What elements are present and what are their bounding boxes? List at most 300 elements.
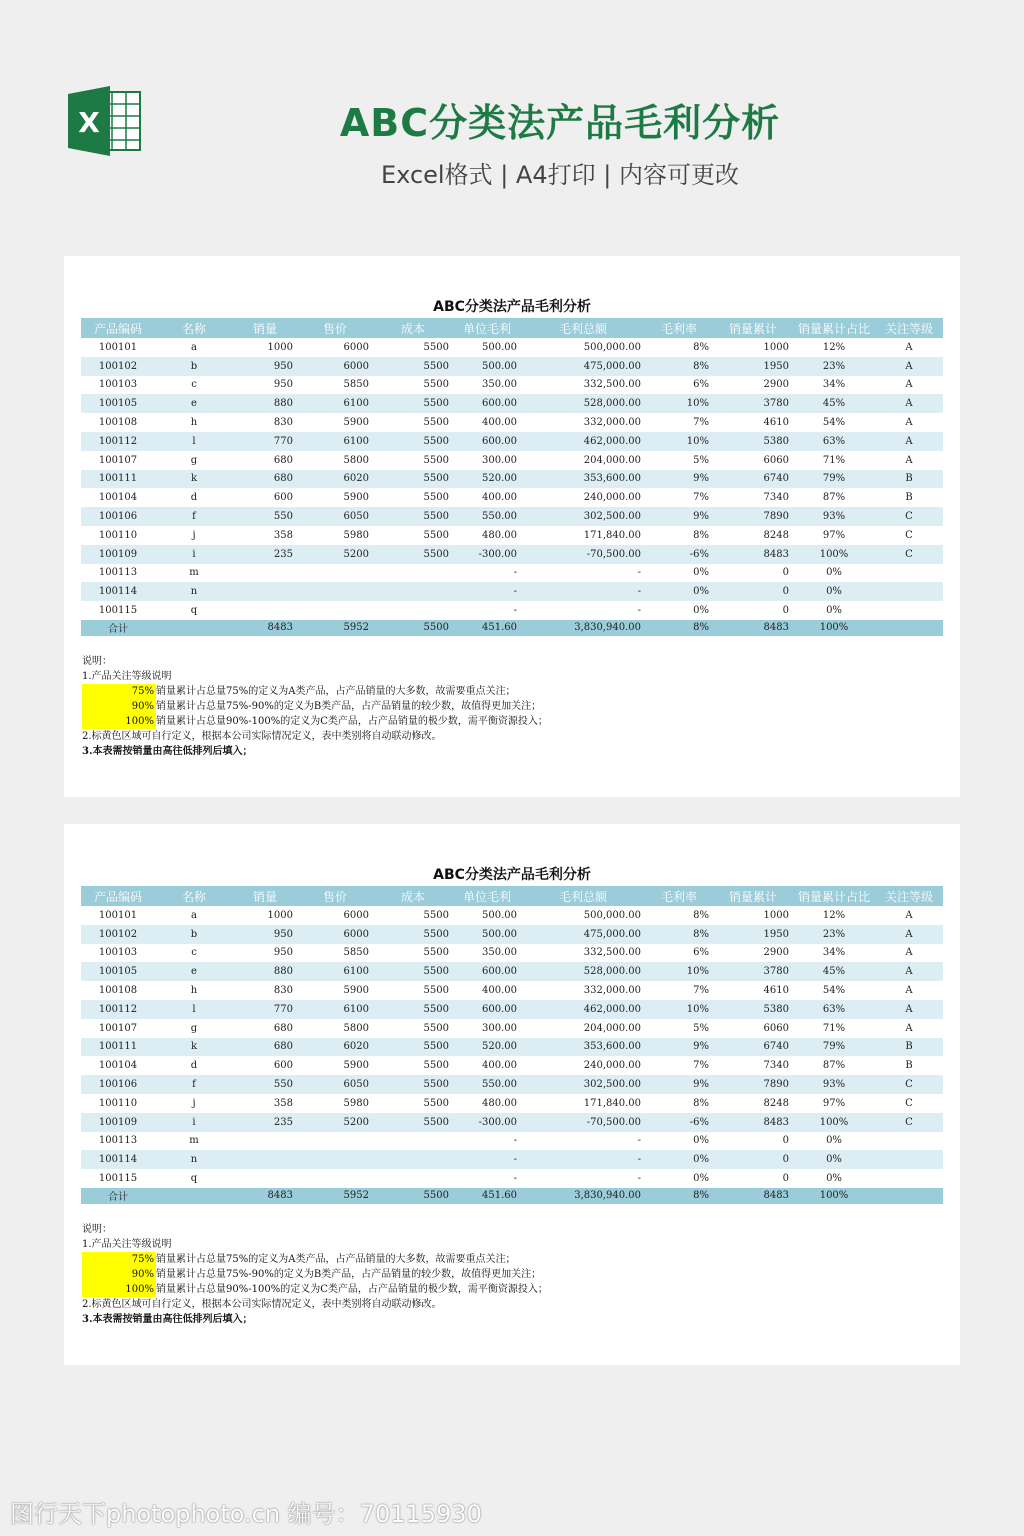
table-cell[interactable]: 353,600.00 <box>521 470 645 489</box>
table-cell[interactable] <box>297 564 373 583</box>
table-cell[interactable]: 5500 <box>423 492 449 504</box>
table-cell[interactable]: 8% <box>645 925 713 944</box>
table-cell[interactable]: a <box>191 909 197 921</box>
table-cell[interactable]: 100103 <box>98 379 138 391</box>
table-cell[interactable] <box>233 1132 297 1151</box>
table-cell[interactable]: 480.00 <box>482 529 517 541</box>
table-cell[interactable]: 550.00 <box>453 1075 521 1094</box>
table-cell[interactable]: 100105 <box>81 394 155 413</box>
table-cell[interactable]: 600.00 <box>453 962 521 981</box>
table-cell[interactable]: - <box>637 605 641 617</box>
table-cell[interactable]: 4610 <box>763 985 789 997</box>
table-cell[interactable]: 12% <box>822 341 846 353</box>
table-cell[interactable] <box>297 1150 373 1169</box>
table-cell[interactable]: B <box>905 1060 913 1072</box>
table-cell[interactable]: B <box>875 1038 943 1057</box>
table-cell[interactable] <box>233 582 297 601</box>
level-c-threshold[interactable]: 100% <box>82 714 156 729</box>
table-cell[interactable]: 7% <box>693 985 709 997</box>
table-cell[interactable]: - <box>637 1135 641 1147</box>
table-cell[interactable]: 550 <box>233 1075 297 1094</box>
table-cell[interactable]: 240,000.00 <box>583 1060 641 1072</box>
table-cell[interactable]: 100106 <box>81 507 155 526</box>
table-cell[interactable]: i <box>155 1113 233 1132</box>
table-cell[interactable]: 5900 <box>343 417 369 429</box>
table-cell[interactable]: 79% <box>793 1038 875 1057</box>
table-cell[interactable]: 6020 <box>297 470 373 489</box>
table-cell[interactable]: 600 <box>273 492 293 504</box>
table-cell[interactable]: A <box>875 1000 943 1019</box>
table-cell[interactable]: 880 <box>233 962 297 981</box>
table-cell[interactable]: - <box>513 1173 517 1185</box>
table-cell[interactable]: 302,500.00 <box>521 507 645 526</box>
table-cell[interactable]: - <box>521 582 645 601</box>
table-cell[interactable]: 5980 <box>343 1097 369 1109</box>
table-cell[interactable]: 400.00 <box>482 985 517 997</box>
table-cell[interactable]: 100104 <box>98 1060 138 1072</box>
table-cell[interactable] <box>297 1132 373 1151</box>
table-cell[interactable]: 462,000.00 <box>521 1000 645 1019</box>
table-cell[interactable]: 830 <box>273 985 293 997</box>
table-cell[interactable]: C <box>905 529 913 541</box>
table-cell[interactable]: 6740 <box>713 1038 793 1057</box>
table-cell[interactable]: m <box>189 567 199 579</box>
table-cell[interactable]: 5500 <box>423 1060 449 1072</box>
table-cell[interactable]: 500,000.00 <box>583 341 641 353</box>
table-cell[interactable]: 3780 <box>713 394 793 413</box>
table-cell[interactable]: 5200 <box>297 1113 373 1132</box>
table-cell[interactable]: A <box>905 454 913 466</box>
table-cell[interactable] <box>297 1169 373 1188</box>
table-cell[interactable]: 71% <box>822 454 846 466</box>
table-cell[interactable]: 235 <box>233 1113 297 1132</box>
table-cell[interactable]: A <box>905 947 913 959</box>
table-cell[interactable]: 500.00 <box>482 341 517 353</box>
table-cell[interactable]: 332,500.00 <box>583 379 641 391</box>
table-cell[interactable]: c <box>191 947 197 959</box>
table-cell[interactable]: 0 <box>782 605 789 617</box>
table-cell[interactable]: 171,840.00 <box>583 1097 641 1109</box>
table-cell[interactable]: 9% <box>645 507 713 526</box>
table-cell[interactable]: 353,600.00 <box>521 1038 645 1057</box>
table-cell[interactable]: 5500 <box>373 357 453 376</box>
table-cell[interactable]: 63% <box>793 1000 875 1019</box>
table-cell[interactable]: A <box>905 1022 913 1034</box>
table-cell[interactable]: 5500 <box>373 1038 453 1057</box>
table-cell[interactable] <box>373 1132 453 1151</box>
table-cell[interactable] <box>233 601 297 620</box>
table-cell[interactable]: 12% <box>822 909 846 921</box>
table-cell[interactable]: 7% <box>693 1060 709 1072</box>
table-cell[interactable]: 1000 <box>267 909 293 921</box>
table-cell[interactable]: 5980 <box>343 529 369 541</box>
table-cell[interactable]: - <box>453 582 521 601</box>
table-cell[interactable]: 830 <box>273 417 293 429</box>
table-cell[interactable]: 171,840.00 <box>583 529 641 541</box>
table-cell[interactable]: A <box>905 417 913 429</box>
table-cell[interactable]: 100112 <box>81 1000 155 1019</box>
table-cell[interactable]: 8% <box>693 529 709 541</box>
table-cell[interactable]: 5500 <box>373 432 453 451</box>
table-cell[interactable]: 0 <box>782 1173 789 1185</box>
table-cell[interactable]: 204,000.00 <box>583 454 641 466</box>
table-cell[interactable]: 5500 <box>373 1113 453 1132</box>
table-cell[interactable]: 770 <box>233 1000 297 1019</box>
table-cell[interactable]: -300.00 <box>453 1113 521 1132</box>
table-cell[interactable]: 100112 <box>81 432 155 451</box>
table-cell[interactable]: j <box>192 1097 196 1109</box>
level-b-threshold[interactable]: 90% <box>82 699 156 714</box>
table-cell[interactable]: 8248 <box>763 529 789 541</box>
table-cell[interactable]: 600.00 <box>453 432 521 451</box>
table-cell[interactable]: 5380 <box>713 1000 793 1019</box>
table-cell[interactable]: 71% <box>822 1022 846 1034</box>
table-cell[interactable]: 100106 <box>81 1075 155 1094</box>
table-cell[interactable]: 100107 <box>98 454 138 466</box>
table-cell[interactable]: 5500 <box>423 947 449 959</box>
table-cell[interactable]: 5500 <box>373 470 453 489</box>
table-cell[interactable]: 6000 <box>343 341 369 353</box>
table-cell[interactable]: 100114 <box>81 582 155 601</box>
table-cell[interactable]: 480.00 <box>482 1097 517 1109</box>
table-cell[interactable] <box>373 582 453 601</box>
table-cell[interactable]: 950 <box>233 357 297 376</box>
table-cell[interactable]: 10% <box>645 432 713 451</box>
table-cell[interactable]: l <box>155 432 233 451</box>
table-cell[interactable]: 5850 <box>343 379 369 391</box>
table-cell[interactable]: 0% <box>645 582 713 601</box>
table-cell[interactable]: 8% <box>693 909 709 921</box>
table-cell[interactable]: h <box>190 417 198 429</box>
table-cell[interactable]: A <box>905 909 913 921</box>
table-cell[interactable]: 8% <box>693 1097 709 1109</box>
table-cell[interactable]: 100110 <box>98 1097 138 1109</box>
table-cell[interactable]: B <box>905 492 913 504</box>
table-cell[interactable] <box>373 1150 453 1169</box>
table-cell[interactable]: 475,000.00 <box>521 357 645 376</box>
table-cell[interactable]: 87% <box>822 1060 846 1072</box>
table-cell[interactable]: 4610 <box>763 417 789 429</box>
table-cell[interactable] <box>373 1169 453 1188</box>
table-cell[interactable]: 6050 <box>297 507 373 526</box>
table-cell[interactable]: 100111 <box>81 1038 155 1057</box>
table-cell[interactable] <box>297 582 373 601</box>
table-cell[interactable]: - <box>637 1173 641 1185</box>
table-cell[interactable]: 54% <box>822 985 846 997</box>
table-cell[interactable]: 6100 <box>297 962 373 981</box>
table-cell[interactable] <box>233 1150 297 1169</box>
table-cell[interactable]: 680 <box>233 1038 297 1057</box>
table-cell[interactable]: 528,000.00 <box>521 394 645 413</box>
table-cell[interactable] <box>875 601 943 620</box>
table-cell[interactable]: 100101 <box>98 341 138 353</box>
table-cell[interactable]: 45% <box>793 394 875 413</box>
table-cell[interactable]: 1000 <box>267 341 293 353</box>
table-cell[interactable]: 0 <box>713 1150 793 1169</box>
table-cell[interactable]: 6100 <box>297 1000 373 1019</box>
table-cell[interactable]: 0 <box>782 567 789 579</box>
table-cell[interactable]: A <box>875 962 943 981</box>
table-cell[interactable]: 5500 <box>423 417 449 429</box>
table-cell[interactable]: 5500 <box>423 529 449 541</box>
table-cell[interactable]: 550.00 <box>453 507 521 526</box>
table-cell[interactable]: 520.00 <box>453 470 521 489</box>
table-cell[interactable]: 5500 <box>423 379 449 391</box>
table-cell[interactable]: q <box>190 605 198 617</box>
table-cell[interactable]: 23% <box>793 357 875 376</box>
table-cell[interactable] <box>875 1169 943 1188</box>
table-cell[interactable]: 54% <box>822 417 846 429</box>
table-cell[interactable]: 6020 <box>297 1038 373 1057</box>
table-cell[interactable]: - <box>637 567 641 579</box>
table-cell[interactable]: 358 <box>273 529 293 541</box>
table-cell[interactable] <box>233 1169 297 1188</box>
table-cell[interactable]: 0% <box>693 1135 709 1147</box>
table-cell[interactable]: 5% <box>693 454 709 466</box>
table-cell[interactable]: A <box>905 985 913 997</box>
table-cell[interactable]: 300.00 <box>482 1022 517 1034</box>
table-cell[interactable]: 5500 <box>373 962 453 981</box>
table-cell[interactable]: 100107 <box>98 1022 138 1034</box>
table-cell[interactable]: 528,000.00 <box>521 962 645 981</box>
table-cell[interactable]: - <box>521 1150 645 1169</box>
table-cell[interactable]: 350.00 <box>482 379 517 391</box>
table-cell[interactable]: d <box>190 492 198 504</box>
table-cell[interactable]: 5500 <box>373 1000 453 1019</box>
table-cell[interactable]: e <box>155 394 233 413</box>
table-cell[interactable]: 100115 <box>98 1173 138 1185</box>
table-cell[interactable]: 100101 <box>98 909 138 921</box>
table-cell[interactable]: 100115 <box>98 605 138 617</box>
level-b-threshold[interactable]: 90% <box>82 1267 156 1282</box>
table-cell[interactable]: 600.00 <box>453 394 521 413</box>
table-cell[interactable]: - <box>513 1135 517 1147</box>
table-cell[interactable]: -6% <box>645 545 713 564</box>
table-cell[interactable]: 520.00 <box>453 1038 521 1057</box>
table-cell[interactable]: 100% <box>793 1113 875 1132</box>
table-cell[interactable]: 240,000.00 <box>583 492 641 504</box>
table-cell[interactable]: 0% <box>693 1173 709 1185</box>
table-cell[interactable]: C <box>875 1075 943 1094</box>
table-cell[interactable]: 8483 <box>713 545 793 564</box>
table-cell[interactable]: l <box>155 1000 233 1019</box>
table-cell[interactable]: 5800 <box>343 1022 369 1034</box>
table-cell[interactable]: 5500 <box>423 909 449 921</box>
table-cell[interactable]: 204,000.00 <box>583 1022 641 1034</box>
table-cell[interactable]: 10% <box>645 1000 713 1019</box>
table-cell[interactable]: 300.00 <box>482 454 517 466</box>
table-cell[interactable]: A <box>875 394 943 413</box>
table-cell[interactable]: 332,000.00 <box>583 985 641 997</box>
table-cell[interactable]: 302,500.00 <box>521 1075 645 1094</box>
table-cell[interactable]: 97% <box>822 1097 846 1109</box>
table-cell[interactable]: 5500 <box>423 1022 449 1034</box>
table-cell[interactable]: 400.00 <box>482 417 517 429</box>
table-cell[interactable]: 9% <box>645 1075 713 1094</box>
table-cell[interactable]: - <box>513 605 517 617</box>
table-cell[interactable]: A <box>905 379 913 391</box>
table-cell[interactable]: 0% <box>826 1135 842 1147</box>
table-cell[interactable]: 475,000.00 <box>521 925 645 944</box>
table-cell[interactable]: 7890 <box>713 1075 793 1094</box>
table-cell[interactable]: 5900 <box>343 985 369 997</box>
table-cell[interactable]: 100110 <box>98 529 138 541</box>
table-cell[interactable]: 0 <box>782 1135 789 1147</box>
table-cell[interactable]: 6060 <box>763 1022 789 1034</box>
table-cell[interactable]: 0% <box>693 605 709 617</box>
table-cell[interactable]: 93% <box>793 1075 875 1094</box>
table-cell[interactable]: 23% <box>793 925 875 944</box>
table-cell[interactable]: i <box>155 545 233 564</box>
table-cell[interactable]: e <box>155 962 233 981</box>
table-cell[interactable]: 5500 <box>373 507 453 526</box>
table-cell[interactable]: 6740 <box>713 470 793 489</box>
table-cell[interactable]: 950 <box>273 947 293 959</box>
table-cell[interactable]: 8% <box>693 341 709 353</box>
table-cell[interactable]: C <box>875 507 943 526</box>
table-cell[interactable]: 63% <box>793 432 875 451</box>
table-cell[interactable]: A <box>875 432 943 451</box>
table-cell[interactable]: 7% <box>693 417 709 429</box>
table-cell[interactable]: 2900 <box>763 379 789 391</box>
table-cell[interactable]: 6060 <box>763 454 789 466</box>
table-cell[interactable]: d <box>190 1060 198 1072</box>
level-a-threshold[interactable]: 75% <box>82 1252 156 1267</box>
table-cell[interactable]: 9% <box>645 1038 713 1057</box>
table-cell[interactable]: 500.00 <box>482 909 517 921</box>
table-cell[interactable] <box>297 601 373 620</box>
table-cell[interactable]: j <box>192 529 196 541</box>
table-cell[interactable]: B <box>875 470 943 489</box>
table-cell[interactable]: 8248 <box>763 1097 789 1109</box>
table-cell[interactable] <box>875 1132 943 1151</box>
table-cell[interactable]: -300.00 <box>453 545 521 564</box>
table-cell[interactable]: b <box>155 925 233 944</box>
table-cell[interactable]: 770 <box>233 432 297 451</box>
table-cell[interactable]: 6100 <box>297 432 373 451</box>
table-cell[interactable]: 680 <box>273 1022 293 1034</box>
table-cell[interactable]: 5500 <box>423 1097 449 1109</box>
level-a-threshold[interactable]: 75% <box>82 684 156 699</box>
table-cell[interactable]: -70,500.00 <box>521 1113 645 1132</box>
table-cell[interactable]: 8% <box>645 357 713 376</box>
table-cell[interactable]: 5500 <box>423 341 449 353</box>
table-cell[interactable]: 0% <box>793 582 875 601</box>
table-cell[interactable]: 1950 <box>713 925 793 944</box>
table-cell[interactable]: n <box>155 1150 233 1169</box>
table-cell[interactable]: 600.00 <box>453 1000 521 1019</box>
table-cell[interactable]: q <box>190 1173 198 1185</box>
table-cell[interactable]: g <box>190 454 198 466</box>
table-cell[interactable]: 34% <box>822 379 846 391</box>
table-cell[interactable]: C <box>875 545 943 564</box>
table-cell[interactable]: 462,000.00 <box>521 432 645 451</box>
table-cell[interactable]: 500.00 <box>453 925 521 944</box>
table-cell[interactable]: A <box>905 341 913 353</box>
table-cell[interactable]: 100104 <box>98 492 138 504</box>
table-cell[interactable]: f <box>155 507 233 526</box>
table-cell[interactable]: 6050 <box>297 1075 373 1094</box>
table-cell[interactable]: 79% <box>793 470 875 489</box>
table-cell[interactable]: 100109 <box>81 1113 155 1132</box>
table-cell[interactable]: b <box>155 357 233 376</box>
table-cell[interactable] <box>875 1150 943 1169</box>
table-cell[interactable]: a <box>191 341 197 353</box>
table-cell[interactable]: 332,500.00 <box>583 947 641 959</box>
table-cell[interactable]: 0% <box>826 567 842 579</box>
table-cell[interactable]: 6100 <box>297 394 373 413</box>
table-cell[interactable]: k <box>155 470 233 489</box>
table-cell[interactable]: -6% <box>645 1113 713 1132</box>
table-cell[interactable]: 5500 <box>373 925 453 944</box>
table-cell[interactable]: 7340 <box>763 1060 789 1072</box>
table-cell[interactable] <box>373 601 453 620</box>
table-cell[interactable]: 0% <box>645 1150 713 1169</box>
table-cell[interactable]: 100% <box>793 545 875 564</box>
table-cell[interactable]: 5800 <box>343 454 369 466</box>
table-cell[interactable]: 5850 <box>343 947 369 959</box>
table-cell[interactable]: A <box>875 357 943 376</box>
table-cell[interactable]: 34% <box>822 947 846 959</box>
table-cell[interactable]: f <box>155 1075 233 1094</box>
table-cell[interactable]: 5200 <box>297 545 373 564</box>
table-cell[interactable]: 100114 <box>81 1150 155 1169</box>
table-cell[interactable]: 0% <box>793 1150 875 1169</box>
table-cell[interactable]: 6000 <box>343 909 369 921</box>
table-cell[interactable]: 5500 <box>423 454 449 466</box>
table-cell[interactable]: 100105 <box>81 962 155 981</box>
table-cell[interactable]: - <box>513 567 517 579</box>
table-cell[interactable]: 5900 <box>343 492 369 504</box>
table-cell[interactable]: 6% <box>693 947 709 959</box>
table-cell[interactable]: c <box>191 379 197 391</box>
table-cell[interactable]: 7340 <box>763 492 789 504</box>
table-cell[interactable]: 7890 <box>713 507 793 526</box>
table-cell[interactable]: 97% <box>822 529 846 541</box>
table-cell[interactable] <box>875 564 943 583</box>
table-cell[interactable]: 950 <box>273 379 293 391</box>
table-cell[interactable]: 100102 <box>81 357 155 376</box>
table-cell[interactable] <box>875 582 943 601</box>
level-c-threshold[interactable]: 100% <box>82 1282 156 1297</box>
table-cell[interactable]: 5500 <box>423 985 449 997</box>
table-cell[interactable]: 100108 <box>98 417 138 429</box>
table-cell[interactable]: 400.00 <box>482 492 517 504</box>
table-cell[interactable]: 350.00 <box>482 947 517 959</box>
table-cell[interactable]: 400.00 <box>482 1060 517 1072</box>
table-cell[interactable]: 6% <box>693 379 709 391</box>
table-cell[interactable]: 0 <box>713 582 793 601</box>
table-cell[interactable]: 10% <box>645 394 713 413</box>
table-cell[interactable]: -70,500.00 <box>521 545 645 564</box>
table-cell[interactable]: 0% <box>693 567 709 579</box>
table-cell[interactable]: 1000 <box>763 909 789 921</box>
table-cell[interactable]: h <box>190 985 198 997</box>
table-cell[interactable] <box>233 564 297 583</box>
table-cell[interactable]: 100113 <box>98 567 138 579</box>
table-cell[interactable]: 87% <box>822 492 846 504</box>
table-cell[interactable]: 100103 <box>98 947 138 959</box>
table-cell[interactable]: 100109 <box>81 545 155 564</box>
table-cell[interactable]: - <box>453 1150 521 1169</box>
table-cell[interactable]: 0% <box>826 605 842 617</box>
table-cell[interactable]: 5% <box>693 1022 709 1034</box>
table-cell[interactable]: 7% <box>693 492 709 504</box>
table-cell[interactable]: 1950 <box>713 357 793 376</box>
table-cell[interactable]: 5500 <box>373 545 453 564</box>
table-cell[interactable]: 100111 <box>81 470 155 489</box>
table-cell[interactable]: 100113 <box>98 1135 138 1147</box>
